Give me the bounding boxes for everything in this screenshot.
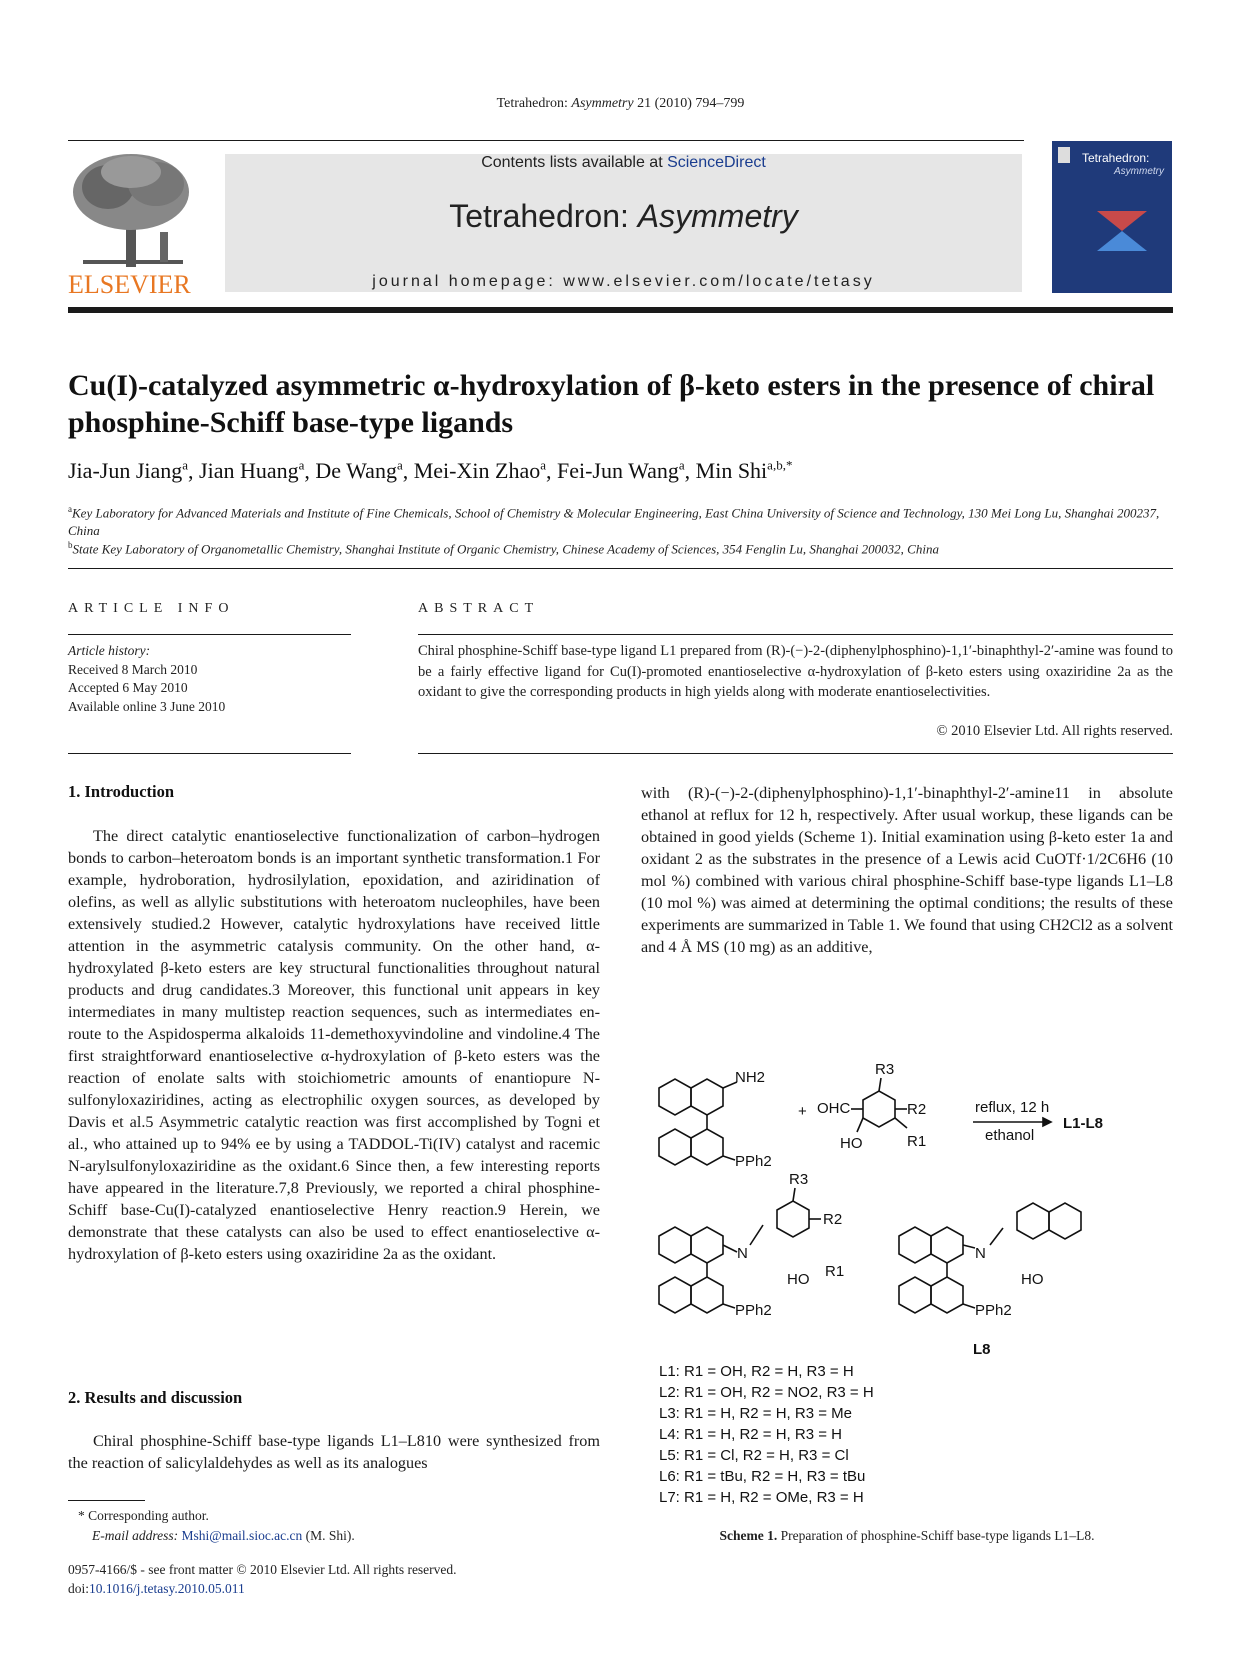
right-column-paragraph: with (R)-(−)-2-(diphenylphosphino)-1,1′-binaphthyl-2′-amine11 in absolute ethanol at reflux for 12 h, respectively. After usual workup, these ligands can be obtained in good yields (Scheme 1). Initial examination using β-keto ester 1a and oxidant 2 as the substrates in the presence of a Lewis acid CuOTf·1/2C6H6 (10 mol %) combined with various chiral phosphine-Schiff base-type ligands L1–L8 (10 mol %) was aimed at determining the optimal conditions; the results of these experiments are summarized in Table 1. We found that using CH2Cl2 as a solvent and 4 Å MS (10 mg) as an additive,	[641, 784, 1173, 956]
elsevier-wordmark: ELSEVIER	[68, 270, 191, 299]
ligand-r1-label: R1	[825, 1263, 845, 1280]
cover-art-icon	[1097, 211, 1147, 251]
issn-line: 0957-4166/$ - see front matter © 2010 Elsevier Ltd. All rights reserved.	[68, 1562, 457, 1577]
results-paragraph: Chiral phosphine-Schiff base-type ligands L1–L810 were synthesized from the reaction of salicylaldehydes as well as its analogues	[68, 1432, 600, 1472]
results-heading: 2. Results and discussion	[68, 1388, 243, 1407]
conditions-bottom: ethanol	[985, 1127, 1035, 1144]
contents-prefix: Contents lists available at	[481, 154, 668, 171]
ohc-label: OHC	[817, 1100, 851, 1117]
abstract-copyright: © 2010 Elsevier Ltd. All rights reserved.	[936, 723, 1173, 739]
pph2-label: PPh2	[735, 1153, 772, 1170]
email-link[interactable]: Mshi@mail.sioc.ac.cn	[181, 1528, 303, 1543]
sciencedirect-link[interactable]: ScienceDirect	[667, 154, 766, 171]
results-body	[68, 1430, 600, 1474]
ho-label: HO	[840, 1135, 863, 1152]
ligand-legend-item: L3: R1 = H, R2 = H, R3 = Me	[659, 1405, 853, 1422]
nh2-label: NH2	[735, 1069, 766, 1086]
ligand-r3-label: R3	[789, 1171, 809, 1188]
abstract-heading: ABSTRACT	[418, 601, 540, 616]
history-label: Article history:	[68, 643, 151, 658]
author: Jia-Jun Jiang$^a$	[68, 458, 189, 484]
article-info-bottom-rule	[68, 753, 351, 754]
affiliation-b: $^b$State Key Laboratory of Organometallic Chemistry, Shanghai Institute of Organic Chemistry, Chinese Academy of Sciences, 354 Fenglin Lu, Shanghai 200032, China	[68, 540, 939, 557]
article-title: Cu(I)-catalyzed asymmetric α-hydroxylation of β-keto esters in the presence of chiral phosphine-Schiff base-type ligands	[68, 369, 1155, 439]
author: De Wang$^a$	[315, 458, 403, 484]
conditions-top: reflux, 12 h	[975, 1099, 1050, 1116]
abstract-rule	[418, 634, 1173, 635]
abstract-bottom-rule	[418, 753, 1173, 754]
scheme-caption-label: Scheme 1.	[719, 1528, 778, 1543]
ligand-legend-item: L6: R1 = tBu, R2 = H, R3 = tBu	[659, 1468, 866, 1485]
cover-subtitle: Asymmetry	[1114, 166, 1164, 177]
article-info-heading: ARTICLE INFO	[68, 601, 235, 616]
l8-label: L8	[973, 1341, 991, 1358]
author: Min Shi$^{a,b,*}$	[695, 458, 793, 484]
elsevier-tree-logo	[68, 152, 198, 270]
introduction-body	[68, 825, 600, 1265]
footnote-rule	[68, 1500, 145, 1501]
journal-citation: Tetrahedron: Asymmetry 21 (2010) 794–799	[496, 96, 745, 111]
scheme-caption-text: Preparation of phosphine-Schiff base-type ligands L1–L8.	[780, 1528, 1095, 1543]
ligand-legend-item: L2: R1 = OH, R2 = NO2, R3 = H	[659, 1384, 874, 1401]
ligand-legend-item: L5: R1 = Cl, R2 = H, R3 = Cl	[659, 1447, 849, 1464]
salicylaldehyde-structure	[851, 1078, 907, 1132]
l8-imine-n-label: N	[975, 1245, 986, 1262]
scheme-1-figure	[645, 1040, 1175, 1510]
r3-label: R3	[875, 1061, 895, 1078]
corresponding-author-note: * Corresponding author.	[78, 1508, 209, 1523]
article-info-rule	[68, 634, 351, 635]
scheme-caption	[641, 1528, 1173, 1544]
l8-ho-label: HO	[1021, 1271, 1044, 1288]
imine-n-label: N	[737, 1245, 748, 1262]
received-date: Received 8 March 2010	[68, 661, 198, 677]
ligand-r2-label: R2	[823, 1211, 843, 1228]
author: Jian Huang$^a$	[199, 458, 305, 484]
author: Mei-Xin Zhao$^a$	[413, 458, 546, 484]
accepted-date: Accepted 6 May 2010	[68, 680, 188, 695]
right-column-body	[641, 782, 1173, 958]
ligand-pph2-label: PPh2	[735, 1302, 772, 1319]
ligand-legend-item: L1: R1 = OH, R2 = H, R3 = H	[659, 1363, 854, 1380]
r1-label: R1	[907, 1133, 927, 1150]
product-label: L1-L8	[1063, 1115, 1104, 1132]
cover-logo-icon	[1058, 147, 1070, 163]
contents-line	[225, 154, 1022, 172]
r2-label: R2	[907, 1101, 927, 1118]
online-date: Available online 3 June 2010	[68, 698, 226, 714]
l8-pph2-label: PPh2	[975, 1302, 1012, 1319]
introduction-paragraph: The direct catalytic enantioselective functionalization of carbon–hydrogen bonds to carbon–heteroatom bonds is an important synthetic transformation.1 For example, hydroboration, hydrosilylation, epoxidation, and aziridination of olefins, as well as allylic substitutions with heteroatom nucleophiles, have been extensively studied.2 However, catalytic hydroxylations have received little attention in the asymmetric catalysis community. On the other hand, α-hydroxylated β-keto esters are key structural functionalities throughout natural products and drug candidates.3 Moreover, this functional unit appears in key intermediates in many multistep reaction sequences, such as intermediates en-route to the Aspidosperma alkaloids 11-demethoxyvindoline and vindoline.4 The first straightforward enantioselective α-hydroxylation of β-keto esters was the reaction of enolate salts with stoichiometric amounts of enantiopure N-sulfonyloxaziridines, acting as electrophilic oxygen sources, as developed by Davis et al.5 Asymmetric catalytic reaction was first accomplished by Togni et al., who attained up to 94% ee by using a TADDOL-Ti(IV) catalyst and racemic N-arylsulfonyloxaziridine as the oxidant.6 Since then, a few interesting reports have appeared in the literature.7,8 Previously, we reported a chiral phosphine-Schiff base-Cu(I)-catalyzed enantioselective Henry reaction.9 Herein, we demonstrate that these catalysts can also be used to effect enantioselective α-hydroxylation of β-keto esters using oxaziridine 2a as the oxidant.	[68, 827, 600, 1263]
author-list: Jia-Jun Jiang$^a$, Jian Huang$^a$, De Wang$^a$, Mei-Xin Zhao$^a$, Fei-Jun Wang$^a$, Min Shi$^{a,b,*}$	[68, 458, 793, 484]
cover-title: Tetrahedron:	[1082, 151, 1150, 165]
introduction-heading: 1. Introduction	[68, 782, 175, 801]
article-history	[68, 642, 351, 716]
author: Fei-Jun Wang$^a$	[556, 458, 685, 484]
email-note: E-mail address: Mshi@mail.sioc.ac.cn (M. Shi).	[92, 1528, 355, 1543]
journal-cover-thumbnail	[1052, 141, 1172, 293]
doi-line: doi:10.1016/j.tetasy.2010.05.011	[68, 1581, 245, 1596]
ligand-l8-structure	[899, 1203, 1081, 1313]
plus-sign: +	[798, 1103, 807, 1120]
ligand-legend-item: L7: R1 = H, R2 = OMe, R3 = H	[659, 1489, 864, 1506]
affiliation-rule	[68, 568, 1173, 569]
ligand-legend-item: L4: R1 = H, R2 = H, R3 = H	[659, 1426, 842, 1443]
header-top-rule	[68, 140, 1024, 141]
affiliation-a: $^a$Key Laboratory for Advanced Materials and Institute of Fine Chemicals, School of Chemistry & Molecular Engineering, East China University of Science and Technology, 130 Mei Long Lu, Shanghai 200237, China	[68, 504, 1160, 539]
journal-name: Tetrahedron: Asymmetry	[449, 198, 798, 234]
ligand-ho-label: HO	[787, 1271, 810, 1288]
header-thick-rule	[68, 307, 1173, 313]
binaphthyl-amine-structure	[659, 1079, 737, 1165]
journal-homepage[interactable]: journal homepage: www.elsevier.com/locate/tetasy	[372, 273, 875, 290]
abstract-text: Chiral phosphine-Schiff base-type ligand L1 prepared from (R)-(−)-2-(diphenylphosphino)-1,1′-binaphthyl-2′-amine was found to be a fairly effective ligand for Cu(I)-promoted enantioselective α-hydroxylation of β-keto esters using oxaziridine 2a as the oxidant to give the corresponding products in high yields along with moderate enantioselectivities.	[418, 643, 1173, 700]
doi-link[interactable]: 10.1016/j.tetasy.2010.05.011	[89, 1581, 245, 1596]
